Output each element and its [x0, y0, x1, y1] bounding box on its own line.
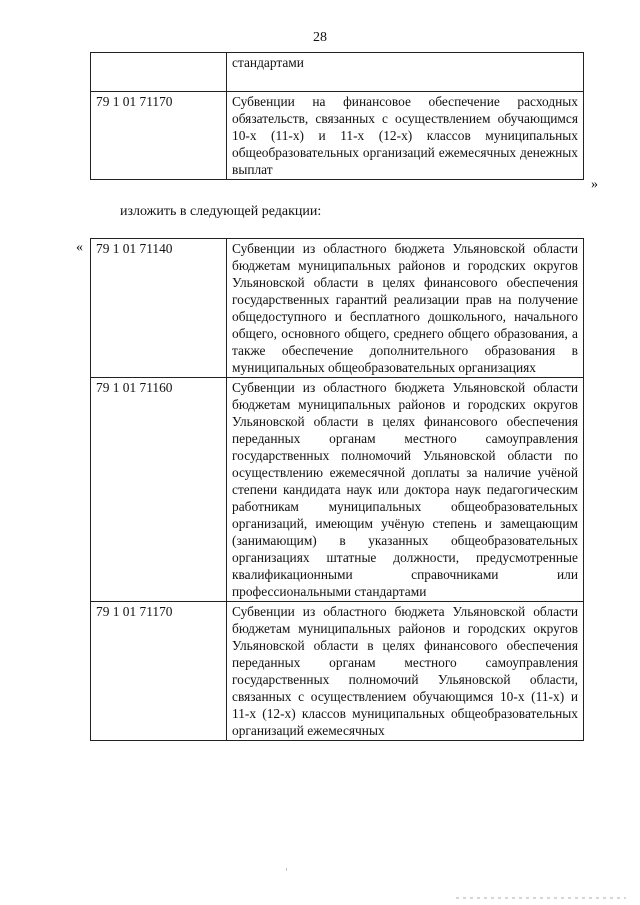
table-row [91, 239, 584, 378]
scan-artifact [286, 868, 287, 871]
table-cell-description: Субвенции на финансовое обеспечение расходных обязательств, связанных с осуществлением обучающимся 10-х (11-х) и 11-х (12-х) классов муниципальных общеобразовательных организаций ежемесячных денежных выплат [227, 92, 584, 180]
table-row [91, 53, 584, 92]
table-cell-description: Субвенции из областного бюджета Ульяновской области бюджетам муниципальных районов и городских округов Ульяновской области в целях финансового обеспечения переданных органам местного самоуправления государственных полномочий Ульяновской области по осуществлению ежемесячной доплаты за наличие учёной степени кандидата наук или доктора наук педагогическим работникам муниципальных общеобразовательных организаций, имеющим учёную степень и замещающим (занимающим) в указанных общеобразовательных организациях штатные должности, предусмотренные квалификационными справочниками или профессиональными стандартами [227, 378, 584, 602]
table-cell-code: 79 1 01 71170 [91, 92, 227, 180]
new-budget-table [90, 238, 584, 741]
table-row [91, 92, 584, 180]
page-number: 28 [313, 30, 327, 45]
table-row [91, 378, 584, 602]
scan-artifact [456, 897, 626, 899]
table-row [91, 602, 584, 741]
table-cell-code: 79 1 01 71140 [91, 239, 227, 378]
table-cell-description: Субвенции из областного бюджета Ульяновской области бюджетам муниципальных районов и городских округов Ульяновской области в целях финансового обеспечения переданных органам местного самоуправления государственных полномочий Ульяновской области, связанных с осуществлением обучающимся 10-х (11-х) и 11-х (12-х) классов муниципальных общеобразовательных организаций ежемесячных [227, 602, 584, 741]
table-cell-description: стандартами [227, 53, 584, 92]
instruction-text: изложить в следующей редакции: [120, 204, 322, 219]
table-cell-code [91, 53, 227, 92]
table-cell-code: 79 1 01 71170 [91, 602, 227, 741]
closing-quote: » [591, 177, 598, 192]
table-cell-description: Субвенции из областного бюджета Ульяновской области бюджетам муниципальных районов и городских округов Ульяновской области в целях финансового обеспечения государственных гарантий реализации прав на получение общедоступного и бесплатного дошкольного, начального общего, основного общего, среднего общего образования, а также обеспечение дополнительного образования в муниципальных общеобразовательных организациях [227, 239, 584, 378]
opening-quote: « [76, 240, 83, 255]
old-budget-table [90, 52, 584, 180]
table-cell-code: 79 1 01 71160 [91, 378, 227, 602]
